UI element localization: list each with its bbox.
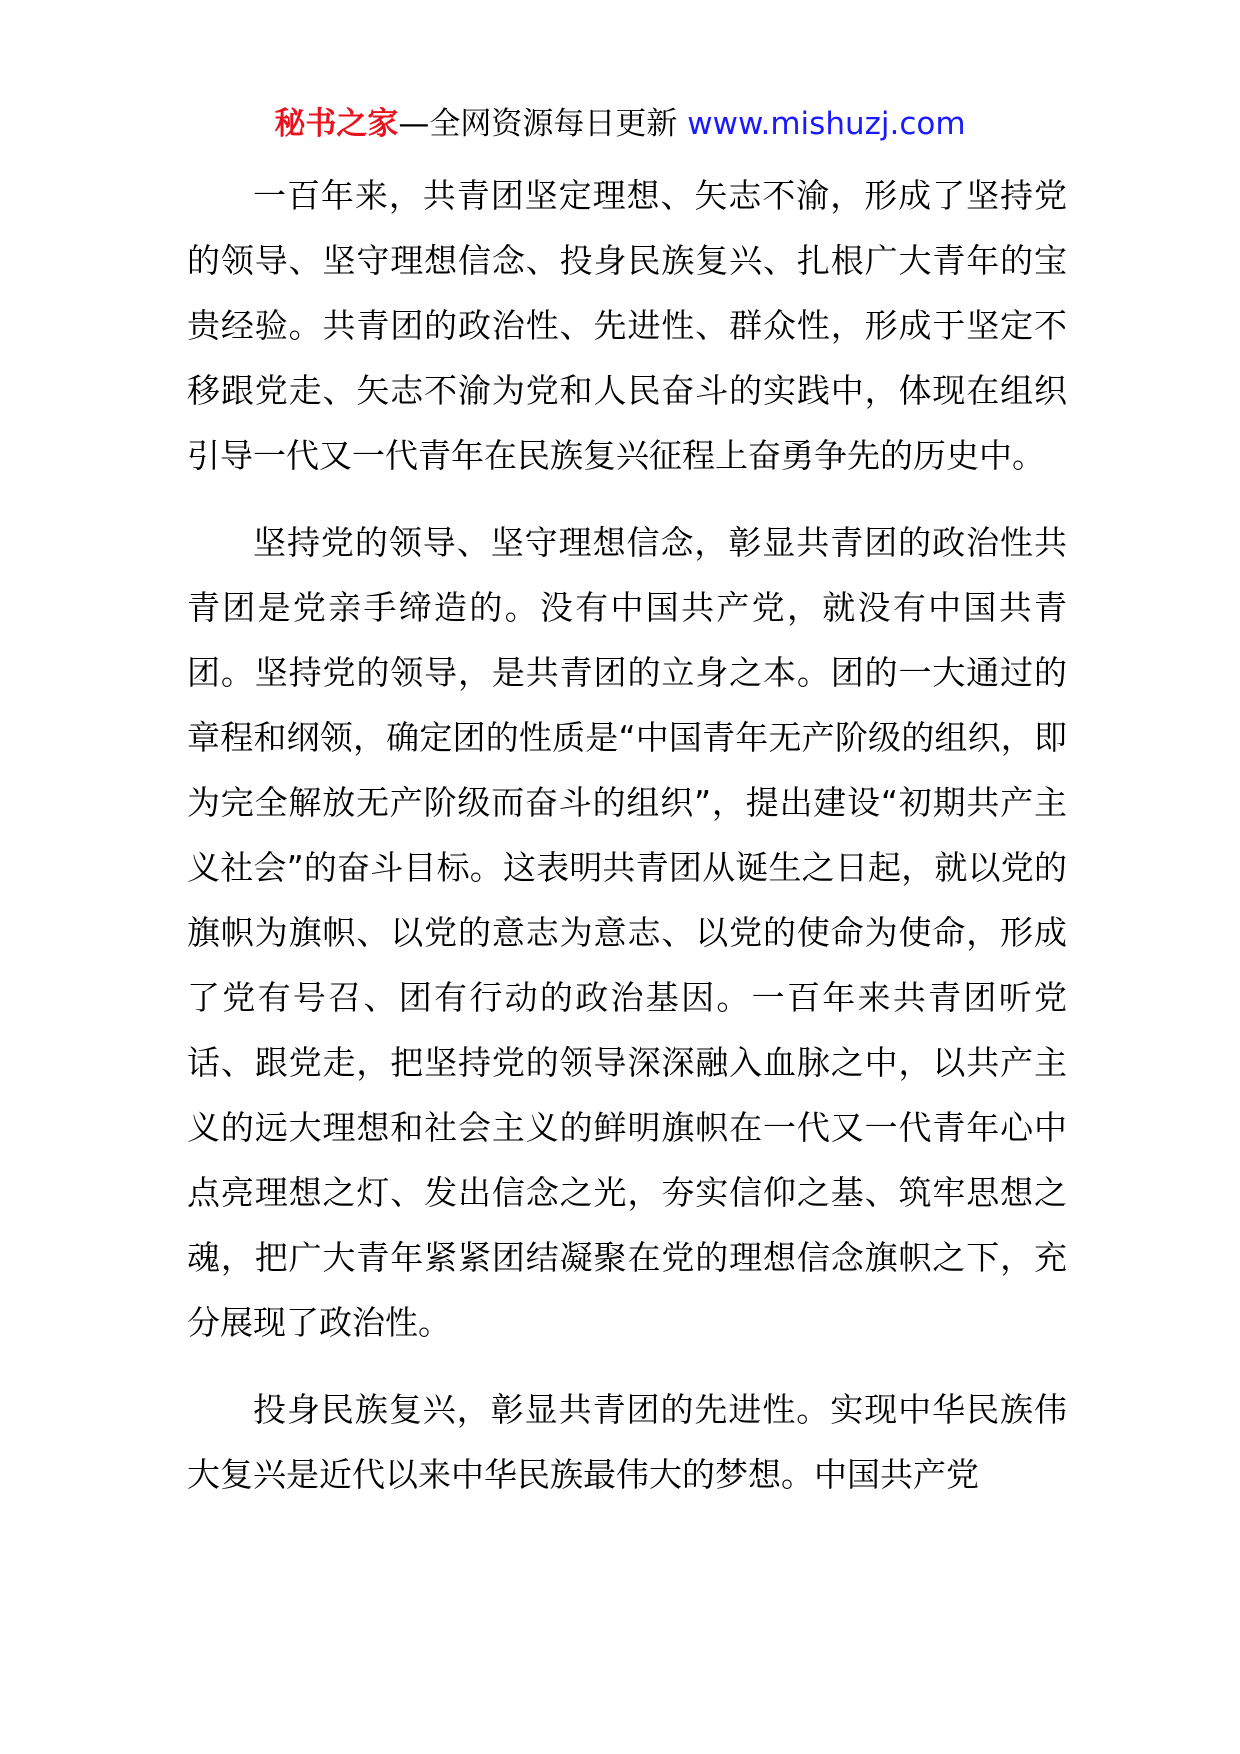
document-body <box>187 163 1067 1529</box>
paragraph: 投身民族复兴，彰显共青团的先进性。实现中华民族伟大复兴是近代以来中华民族最伟大的梦想。中国共产党 <box>187 1390 1067 1494</box>
site-slogan: —全网资源每日更新 <box>398 106 688 142</box>
paragraph: 坚持党的领导、坚守理想信念，彰显共青团的政治性共青团是党亲手缔造的。没有中国共产党，就没有中国共青团。坚持党的领导，是共青团的立身之本。团的一大通过的章程和纲领，确定团的性质是“中国青年无产阶级的组织，即为完全解放无产阶级而奋斗的组织”，提出建设“初期共产主义社会”的奋斗目标。这表明共青团从诞生之日起，就以党的旗帜为旗帜、以党的意志为意志、以党的使命为使命，形成了党有号召、团有行动的政治基因。一百年来共青团听党话、跟党走，把坚持党的领导深深融入血脉之中，以共产主义的远大理想和社会主义的鲜明旗帜在一代又一代青年心中点亮理想之灯、发出信念之光，夯实信仰之基、筑牢思想之魂，把广大青年紧紧团结凝聚在党的理想信念旗帜之下，充分展现了政治性。 <box>187 523 1067 1342</box>
site-brand: 秘书之家 <box>274 106 399 142</box>
paragraph: 一百年来，共青团坚定理想、矢志不渝，形成了坚持党的领导、坚守理想信念、投身民族复兴、扎根广大青年的宝贵经验。共青团的政治性、先进性、群众性，形成于坚定不移跟党走、矢志不渝为党和人民奋斗的实践中，体现在组织引导一代又一代青年在民族复兴征程上奋勇争先的历史中。 <box>187 176 1067 475</box>
site-header <box>0 100 1240 148</box>
site-url-link[interactable]: www.mishuzj.com <box>687 106 966 142</box>
